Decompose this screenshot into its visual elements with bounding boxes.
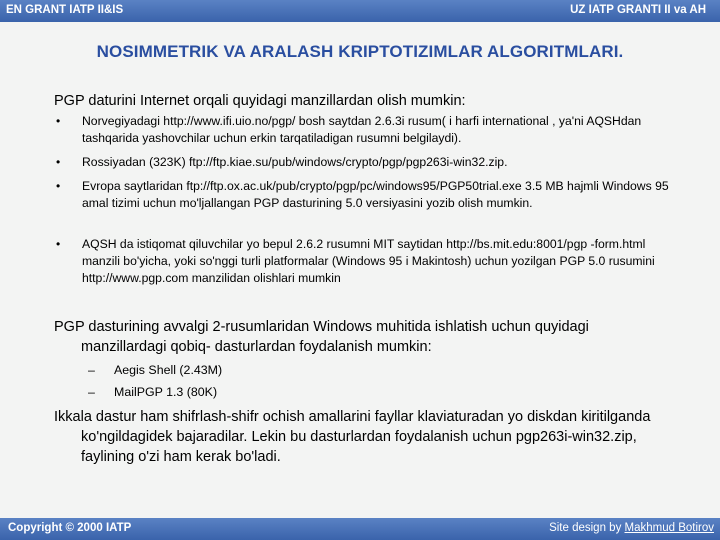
bullet-text: Evropa saytlaridan ftp://ftp.ox.ac.uk/pub/crypto/pgp/pc/windows95/PGP50trial.exe 3.5 MB hajmli Windows 95 amal tizimi uchun mo'ljallangan PGP dasturining 5.0 versiyasini yozib olish mumkin. (82, 179, 669, 210)
designer-link[interactable]: Makhmud Botirov (624, 522, 714, 534)
header-right-text: UZ IATP GRANTI II va AH (570, 4, 706, 16)
shell-paragraph: PGP dasturining avvalgi 2-rusumlaridan Windows muhitida ishlatish uchun quyidagi manzillardagi qobiq- dasturlardan foydalanish mumkin: (54, 319, 589, 355)
top-bar (0, 0, 720, 22)
credit (549, 522, 714, 534)
dash-icon: – (88, 363, 95, 377)
sub-item-text: MailPGP 1.3 (80K) (114, 385, 218, 399)
closing-paragraph: Ikkala dastur ham shifrlash-shifr ochish amallarini fayllar klaviaturadan yo diskdan kiritilganda ko'ngildagidek bajaradilar. Lekin bu dasturlardan foydalanish uchun pgp263i-win32.zip, faylining o'zi ham kerak bo'ladi. (54, 409, 651, 465)
sub-item-text: Aegis Shell (2.43M) (114, 363, 223, 377)
footer-bar (0, 518, 720, 540)
bullet-icon: • (56, 155, 61, 169)
bullet-text: Norvegiyadagi http://www.ifi.uio.no/pgp/ bosh saytdan 2.6.3i rusum( i harfi international , ya'ni AQSHdan tashqarida yashovchilar uchun erkin tarqatiladigan rusumni belgilaydi). (82, 114, 642, 145)
bullet-text: AQSH da istiqomat qiluvchilar yo bepul 2.6.2 rusumni MIT saytidan http://bs.mit.edu:8001/pgp -form.html manzili bo'yicha, yoki so'nggi turli platformalar (Windows 95 i Makintosh) uchun yozilgan PGP 5.0 rusumini http://www.pgp.com manzilidan olishlari mumkin (82, 237, 655, 285)
header-left-text: EN GRANT IATP II&IS (6, 4, 124, 16)
intro-paragraph: PGP daturini Internet orqali quyidagi manzillardan olish mumkin: (54, 93, 466, 109)
bullet-icon: • (56, 114, 61, 128)
bullet-text: Rossiyadan (323K) ftp://ftp.kiae.su/pub/windows/crypto/pgp/pgp263i-win32.zip. (82, 155, 508, 169)
bullet-icon: • (56, 179, 61, 193)
copyright-text: Copyright © 2000 IATP (8, 522, 132, 534)
dash-icon: – (88, 385, 95, 399)
credit-prefix: Site design by (549, 522, 625, 534)
bullet-icon: • (56, 237, 61, 251)
slide-title: NOSIMMETRIK VA ARALASH KRIPTOTIZIMLAR ALGORITMLARI. (96, 42, 624, 61)
